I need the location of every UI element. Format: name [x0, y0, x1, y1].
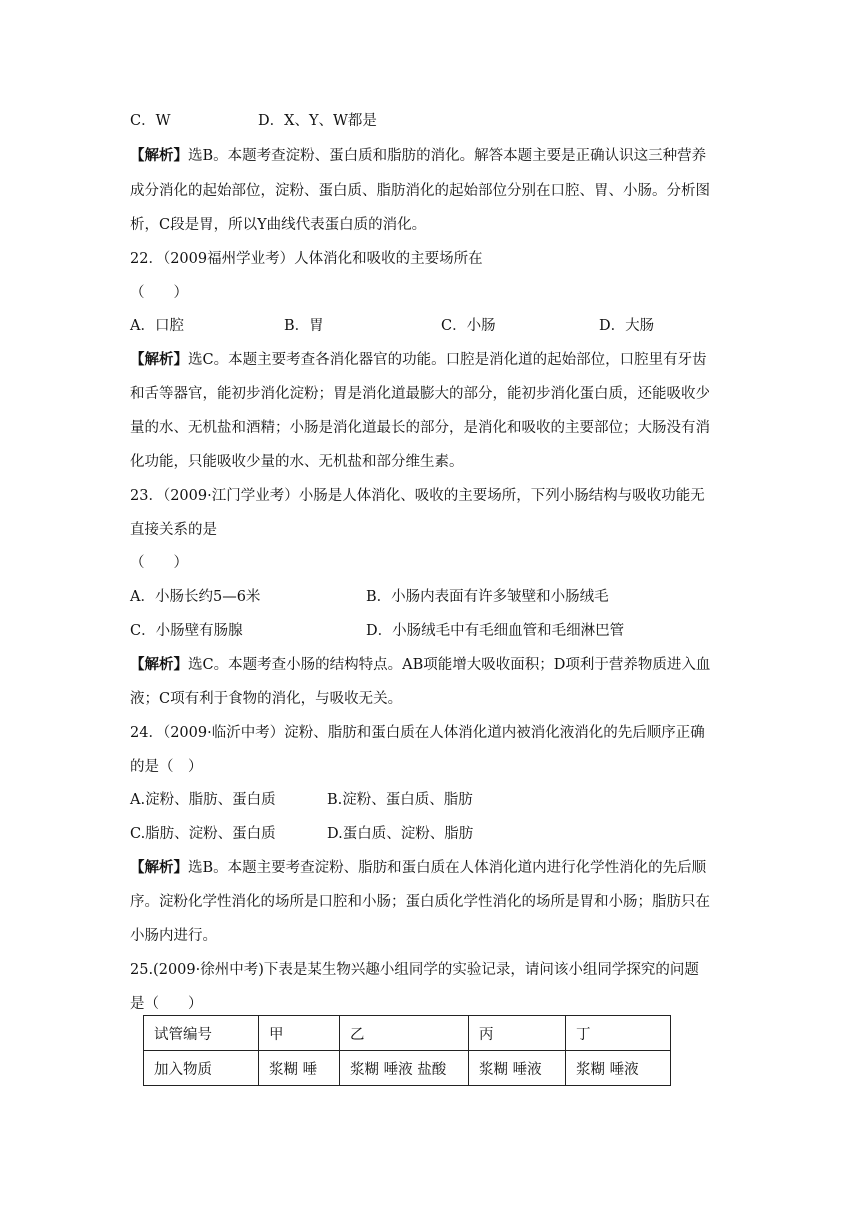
analysis-tag: 【解析】: [130, 351, 188, 368]
analysis-text: 选C。本题主要考查各消化器官的功能。口腔是消化道的起始部位，口腔里有牙齿: [188, 352, 707, 368]
q21-option-d: D．X、Y、W都是: [258, 113, 377, 129]
table-cell: 丁: [566, 1016, 671, 1051]
q22-option-b: B．胃: [284, 318, 324, 334]
q24-option-d: D.蛋白质、淀粉、脂肪: [327, 826, 474, 842]
q25-stem-line-1: 25.(2009·徐州中考)下表是某生物兴趣小组同学的实验记录，请问该小组同学探究的问题: [130, 962, 699, 978]
q22-stem: 22．（2009福州学业考）人体消化和吸收的主要场所在: [130, 251, 483, 267]
table-cell: 加入物质: [144, 1051, 259, 1086]
q21-analysis-line-3: 析，C段是胃，所以Y曲线代表蛋白质的消化。: [130, 217, 427, 233]
q22-answer-bracket: （ ）: [130, 285, 188, 301]
q21-analysis-line-2: 成分消化的起始部位，淀粉、蛋白质、脂肪消化的起始部位分别在口腔、胃、小肠。分析图: [130, 183, 710, 199]
table-cell: 浆糊 唾液: [566, 1051, 671, 1086]
table-cell: 浆糊 唾液 盐酸: [340, 1051, 469, 1086]
table-cell: 乙: [340, 1016, 469, 1051]
q22-analysis-line-3: 量的水、无机盐和酒精；小肠是消化道最长的部分，是消化和吸收的主要部位；大肠没有消: [130, 420, 710, 436]
analysis-tag: 【解析】: [130, 859, 188, 876]
table-cell: 试管编号: [144, 1016, 259, 1051]
q23-stem-line-1: 23．（2009·江门学业考）小肠是人体消化、吸收的主要场所，下列小肠结构与吸收功能无: [130, 488, 705, 504]
q24-stem-line-1: 24．（2009·临沂中考）淀粉、脂肪和蛋白质在人体消化道内被消化液消化的先后顺序正确: [130, 725, 705, 741]
table-cell: 浆糊 唾: [259, 1051, 340, 1086]
analysis-text: 选B。本题考查淀粉、蛋白质和脂肪的消化。解答本题主要是正确认识这三种营养: [188, 148, 707, 164]
q24-analysis-line-2: 序。淀粉化学性消化的场所是口腔和小肠；蛋白质化学性消化的场所是胃和小肠；脂肪只在: [130, 894, 710, 910]
q23-analysis-line-1: [130, 655, 710, 675]
table-cell: 浆糊 唾液: [469, 1051, 566, 1086]
q23-option-a: A．小肠长约5—6米: [130, 589, 261, 605]
q22-option-c: C．小肠: [441, 318, 496, 334]
q24-option-c: C.脂肪、淀粉、蛋白质: [130, 826, 276, 842]
q23-option-c: C．小肠壁有肠腺: [130, 623, 243, 639]
q24-option-b: B.淀粉、蛋白质、脂肪: [327, 792, 473, 808]
q24-stem-line-2: 的是（ ）: [130, 759, 203, 775]
table-cell: 丙: [469, 1016, 566, 1051]
q22-option-a: A．口腔: [130, 318, 184, 334]
analysis-tag: 【解析】: [130, 656, 188, 673]
q23-option-d: D．小肠绒毛中有毛细血管和毛细淋巴管: [366, 623, 625, 639]
q22-option-d: D．大肠: [599, 318, 655, 334]
q22-analysis-line-1: [130, 350, 707, 370]
q23-analysis-line-2: 液；C项有利于食物的消化，与吸收无关。: [130, 691, 403, 707]
table-row: [144, 1016, 671, 1051]
q24-analysis-line-1: [130, 858, 706, 878]
analysis-text: 选C。本题考查小肠的结构特点。AB项能增大吸收面积；D项利于营养物质进入血: [188, 657, 711, 673]
q23-stem-line-2: 直接关系的是: [130, 522, 217, 538]
q23-option-b: B．小肠内表面有许多皱壁和小肠绒毛: [366, 589, 609, 605]
experiment-table: [143, 1015, 671, 1086]
q21-analysis-line-1: [130, 146, 706, 166]
q24-option-a: A.淀粉、脂肪、蛋白质: [130, 792, 276, 808]
q23-answer-bracket: （ ）: [130, 555, 188, 571]
q25-stem-line-2: 是（ ）: [130, 996, 203, 1012]
q22-analysis-line-2: 和舌等器官，能初步消化淀粉；胃是消化道最膨大的部分，能初步消化蛋白质，还能吸收少: [130, 386, 710, 402]
q24-analysis-line-3: 小肠内进行。: [130, 928, 217, 944]
analysis-text: 选B。本题主要考查淀粉、脂肪和蛋白质在人体消化道内进行化学性消化的先后顺: [188, 860, 707, 876]
q22-analysis-line-4: 化功能，只能吸收少量的水、无机盐和部分维生素。: [130, 454, 464, 470]
q21-option-c: C．W: [130, 113, 171, 129]
table-row: [144, 1051, 671, 1086]
analysis-tag: 【解析】: [130, 147, 188, 164]
table-cell: 甲: [259, 1016, 340, 1051]
